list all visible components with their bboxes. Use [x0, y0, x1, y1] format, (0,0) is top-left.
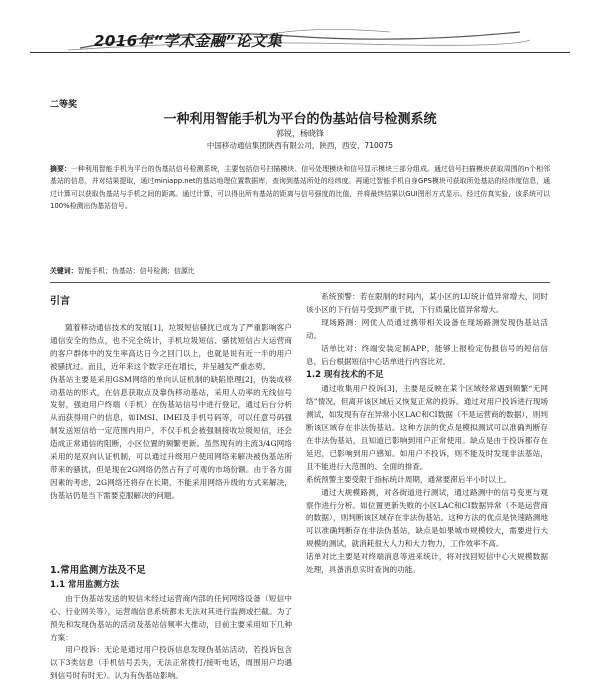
right-paragraph-4: 通过收集用户投诉[3]，主要是反映在某个区域经常遇到频繁“无网络”情况，但离开该区域后又恢复正常的投诉。通过对用户投诉进行现场测试，如发现有存在异常小区LAC和CI数据（不是运营商的数据），则判断该区域存在非法伪基站。这种方法的优点是模拟测试可以准确判断存在非法伪基站，且知道已影响到用户正常使用。缺点是由于投诉都存在延迟，已影响到用户感知。如用户不投诉，则不能及时发现非法基站，且不能进行大范围的、全面的排查。 [306, 384, 548, 471]
intro-paragraph-1: 随着移动通信技术的发展[1]，垃圾短信骚扰已成为了严重影响客户通信安全的热点，也不完全统计，手机垃圾短信、骚扰短信占大运营商的客户群体中的发生率高达日今之回门以上，也就是说有近一半的用户被骚扰过。而且，近年来这个数字还在增长，并呈越发严重态势。 [50, 323, 292, 371]
right-paragraph-6: 通过大规模路测，对各街道进行测试，通过路测中的信号变更与观察作进行分析。如位置更新失败的小区LAC和CI数据异常（不是运营商的数据），则判断该区域存在非法伪基站。这种方法的优点是快速路测地可以准确判断存在非法伪基站，缺点是如果城市规模较大，需要进行大规模的测试，就消耗很大人力和大力物力，工作效率不高。 [306, 487, 548, 549]
subsection-heading-methods: 1.1 常用监测方法 [50, 579, 120, 590]
right-column [306, 291, 548, 577]
intro-paragraph-2: 伪基站主要是采用GSM网络的单向认证机制的缺陷原理[2]，伪装成移动基站的形式，在信息获取点及靠伪移动基站，采用人功率的无线信号发射，强迫用户终端（手机）在伪基站信号中进行登记，通过后台分析从而获得用户的信息，如IMSI、IMEI及手机号码等，可以任意号码强制发送短信给一定范围内用户，不仅手机会被强制接收垃圾短信，还会造成正常通信的阻断，小区位置的频繁更新。虽然现有的主流3/4G网络采用的是双向认证机制，可以通过升级用户使用网络来解决被伪基站所带来的骚扰，但是现在2G网络仍然占有了可观的市场份额。由于各方面因素的考虑，2G网络还将存在长期，不能采用网络升级的方式来解决，伪基站仍是当下需要克服解决的问题。 [50, 374, 292, 500]
paper-authors: 郭锐，杨晓锋 [276, 129, 324, 138]
abstract [50, 163, 550, 212]
right-paragraph-7: 话单对比主要是对终端消息等进来统计，将对找回短信中心大规模数据处理，具备消息实时查询的功能。 [306, 552, 548, 575]
section-heading-intro: 引言 [50, 296, 70, 307]
keywords-label: 关键词： [50, 267, 78, 275]
right-paragraph-3: 话单比对：终端安装定制APP，能够上报检定伪报信号的短信信息，后台根据短信中心话单进行内容比对。 [306, 343, 548, 366]
keywords-text: 智能手机；伪基站；信号检测；信源比 [77, 267, 195, 275]
abstract-divider [50, 282, 550, 283]
left-column-bottom [50, 565, 292, 683]
right-paragraph-5: 系统预警主要受限于指标统计周期，通常要滞后半小时以上。 [306, 474, 512, 484]
section-heading-methods: 1.常用监测方法及不足 [50, 565, 146, 576]
right-paragraph-1: 系统预警：若在限制的时间内，某小区的LU统计值异常增大，同时该小区的下行信号受到严重干扰，下行质量比值异常增大。 [306, 292, 548, 314]
paper-title: 一种利用智能手机为平台的伪基站信号检测系统 [163, 112, 437, 127]
header-divider [30, 52, 570, 53]
methods-paragraph-2: 用户投诉：无论是通过用户投诉信息发现伪基站活动，若投诉包含以下3类信息（手机信号丢失，无法正常拨打/接听电话，周围用户均遇到信号时有时无）。认为有伪基站影响。 [50, 645, 292, 681]
abstract-text: 一种利用智能手机为平台的伪基站信号检测系统，主要包括信号扫描模块、信号处理模块和信号显示模块三部分组成。通过信号扫描模块获取周围的n个相邻基站的信息，并对结果提取，通过miniapp.net的基站地理位置数据库，查询到基站所处的经纬度。再通过智能手机自身GPS模块可获取所处基站的经纬度信息，通过计算可以获取伪基站与手机之间的距离。通过计算，可以得出所有基站的距离与信号强度的比值，并将最终结果以GUI图形方式显示。经过仿真实验，该系统可以100%检测出伪基站信号。 [50, 165, 550, 210]
paper-affiliation: 中国移动通信集团陕西有限公司，陕西，西安，710075 [206, 141, 394, 150]
abstract-label: 摘要： [50, 165, 71, 173]
journal-title: 2016年“学术金融”论文集 [94, 32, 283, 50]
left-column-top [50, 322, 292, 503]
methods-paragraph-1: 由于伪基站发送的短信未经过运营商内部的任何网络设备（短信中心、行业网关等），运营端信息系统都未无法对其进行监测或拦截。为了预先和发现伪基站的活动及基站信频率大推动，目前主要采用如下几种方案： [50, 593, 292, 642]
subsection-heading-problems: 1.2 现有技术的不足 [306, 370, 384, 381]
right-paragraph-2: 现场路测：网优人员通过携带相关设备在现场路测发现伪基站活动。 [306, 317, 548, 340]
award-label: 二等奖 [50, 100, 78, 110]
keywords [50, 265, 550, 275]
